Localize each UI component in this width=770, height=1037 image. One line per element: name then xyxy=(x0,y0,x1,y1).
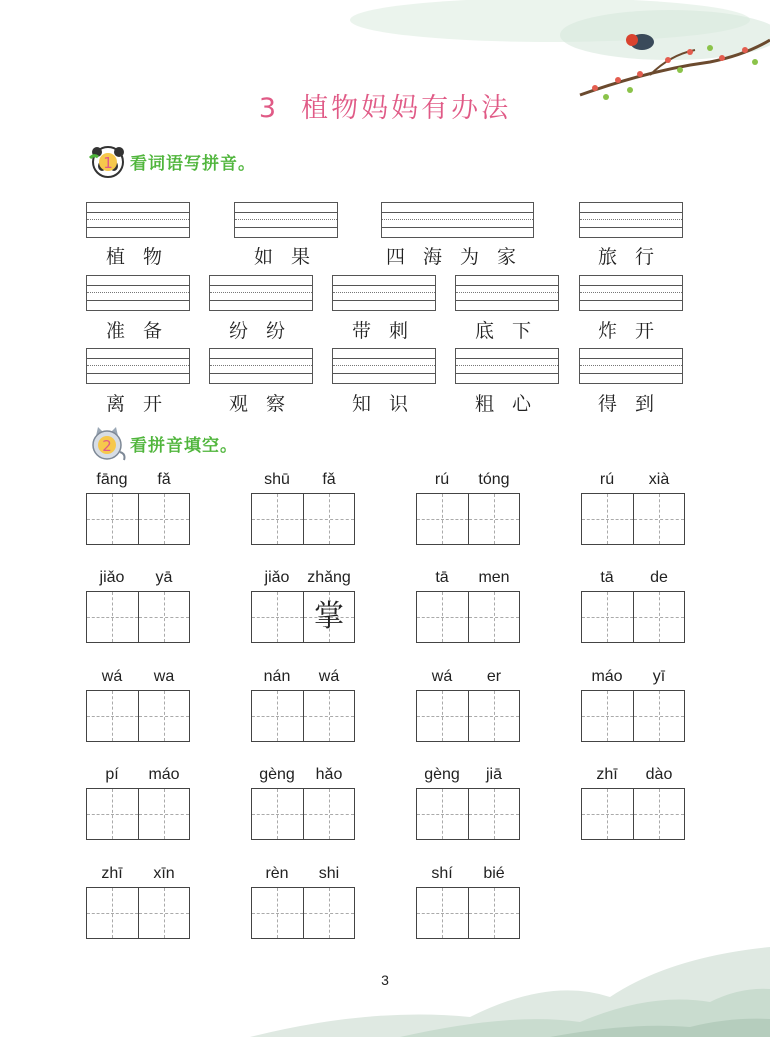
char-cell[interactable] xyxy=(252,691,303,741)
vocab-word: 带刺 xyxy=(352,320,427,342)
character-grid[interactable] xyxy=(86,591,190,643)
section-1-header xyxy=(88,142,256,180)
pinyin-prompt: rú xià xyxy=(599,471,670,488)
char-cell[interactable] xyxy=(87,888,138,938)
vocab-word: 粗心 xyxy=(475,393,550,415)
page-title xyxy=(0,86,770,125)
page-number: 3 xyxy=(381,972,389,988)
char-cell[interactable] xyxy=(582,494,633,544)
char-cell[interactable] xyxy=(468,789,519,839)
character-grid[interactable] xyxy=(251,591,355,643)
char-cell[interactable] xyxy=(417,592,468,642)
character-grid[interactable] xyxy=(581,493,685,545)
char-cell[interactable]: 掌 xyxy=(303,592,354,642)
pinyin-prompt: gèng hǎo xyxy=(259,766,343,783)
char-cell[interactable] xyxy=(417,494,468,544)
pinyin-prompt: rú tóng xyxy=(434,471,510,488)
char-cell[interactable] xyxy=(417,888,468,938)
vocab-word: 如果 xyxy=(254,246,329,268)
pinyin-prompt: gèng jiā xyxy=(424,766,502,783)
pinyin-input-box[interactable] xyxy=(579,348,683,384)
pinyin-input-box[interactable] xyxy=(86,202,190,238)
pinyin-prompt: fāng fǎ xyxy=(96,471,171,488)
character-grid[interactable] xyxy=(416,690,520,742)
section-2-header xyxy=(88,424,238,462)
pinyin-prompt: tā men xyxy=(435,569,510,586)
pinyin-prompt: zhī xīn xyxy=(101,865,175,882)
character-grid[interactable] xyxy=(86,788,190,840)
pinyin-prompt: jiǎo yā xyxy=(99,569,173,586)
character-grid[interactable] xyxy=(581,690,685,742)
vocab-word: 观察 xyxy=(229,393,304,415)
pinyin-input-box[interactable] xyxy=(86,275,190,311)
char-cell[interactable] xyxy=(582,789,633,839)
character-grid[interactable] xyxy=(581,591,685,643)
pinyin-input-box[interactable] xyxy=(455,348,559,384)
pinyin-prompt: shí bié xyxy=(431,865,505,882)
char-cell[interactable] xyxy=(87,691,138,741)
char-cell[interactable] xyxy=(303,888,354,938)
char-cell[interactable] xyxy=(468,888,519,938)
pinyin-prompt: rèn shi xyxy=(265,865,340,882)
character-grid[interactable] xyxy=(251,690,355,742)
char-cell[interactable] xyxy=(303,494,354,544)
char-cell[interactable] xyxy=(468,494,519,544)
character-grid[interactable] xyxy=(416,591,520,643)
pinyin-input-box[interactable] xyxy=(579,275,683,311)
vocab-word: 离开 xyxy=(106,393,181,415)
vocab-word: 知识 xyxy=(352,393,427,415)
vocab-word: 得到 xyxy=(598,393,673,415)
character-grid[interactable] xyxy=(86,690,190,742)
pinyin-input-box[interactable] xyxy=(86,348,190,384)
lesson-title: 植物妈妈有办法 xyxy=(301,93,512,124)
char-cell[interactable] xyxy=(633,691,684,741)
section-2-label: 看拼音填空。 xyxy=(130,435,238,456)
character-grid[interactable] xyxy=(416,887,520,939)
char-cell[interactable] xyxy=(303,691,354,741)
vocab-word: 旅行 xyxy=(598,246,673,268)
char-cell[interactable] xyxy=(468,691,519,741)
pinyin-prompt: wá er xyxy=(431,668,502,685)
char-cell[interactable] xyxy=(138,691,189,741)
character-grid[interactable] xyxy=(251,887,355,939)
char-cell[interactable] xyxy=(633,789,684,839)
char-cell[interactable] xyxy=(417,691,468,741)
char-cell[interactable] xyxy=(582,592,633,642)
char-cell[interactable] xyxy=(252,592,303,642)
section-1-label: 看词语写拼音。 xyxy=(130,153,256,174)
char-cell[interactable] xyxy=(303,789,354,839)
char-cell[interactable] xyxy=(87,592,138,642)
character-grid[interactable] xyxy=(416,493,520,545)
char-cell[interactable] xyxy=(582,691,633,741)
lesson-number: 3 xyxy=(258,93,280,124)
vocab-word: 四海为家 xyxy=(386,246,535,268)
pinyin-prompt: pí máo xyxy=(105,766,180,783)
char-cell[interactable] xyxy=(87,789,138,839)
char-cell[interactable] xyxy=(138,592,189,642)
character-grid[interactable] xyxy=(251,493,355,545)
cat-badge-icon xyxy=(88,424,126,462)
pinyin-input-box[interactable] xyxy=(579,202,683,238)
svg-text:1: 1 xyxy=(103,154,113,172)
pinyin-prompt: máo yī xyxy=(591,668,666,685)
character-grid[interactable] xyxy=(86,887,190,939)
pinyin-prompt: shū fǎ xyxy=(264,471,336,488)
pinyin-prompt: zhī dào xyxy=(596,766,673,783)
vocab-word: 准备 xyxy=(106,320,181,342)
pinyin-input-box[interactable] xyxy=(381,202,534,238)
vocab-word: 纷纷 xyxy=(229,320,304,342)
char-cell[interactable] xyxy=(417,789,468,839)
vocab-word: 炸开 xyxy=(598,320,673,342)
pinyin-input-box[interactable] xyxy=(455,275,559,311)
character-grid[interactable] xyxy=(86,493,190,545)
char-cell[interactable] xyxy=(138,494,189,544)
char-cell[interactable] xyxy=(468,592,519,642)
pinyin-prompt: tā de xyxy=(600,569,668,586)
char-cell[interactable] xyxy=(252,494,303,544)
vocab-word: 底下 xyxy=(475,320,550,342)
char-cell[interactable] xyxy=(87,494,138,544)
char-cell[interactable] xyxy=(138,789,189,839)
svg-text:2: 2 xyxy=(102,437,112,455)
pinyin-input-box[interactable] xyxy=(209,348,313,384)
character-grid[interactable] xyxy=(416,788,520,840)
panda-badge-icon xyxy=(88,142,126,180)
character-grid[interactable] xyxy=(581,788,685,840)
pinyin-prompt: wá wa xyxy=(101,668,175,685)
char-cell[interactable] xyxy=(138,888,189,938)
char-cell[interactable] xyxy=(252,789,303,839)
pinyin-input-box[interactable] xyxy=(332,275,436,311)
pinyin-prompt: jiǎo zhǎng xyxy=(264,569,351,586)
character-grid[interactable] xyxy=(251,788,355,840)
char-cell[interactable] xyxy=(252,888,303,938)
char-cell[interactable] xyxy=(633,494,684,544)
pinyin-input-box[interactable] xyxy=(209,275,313,311)
pinyin-input-box[interactable] xyxy=(234,202,338,238)
pinyin-input-box[interactable] xyxy=(332,348,436,384)
vocab-word: 植物 xyxy=(106,246,181,268)
pinyin-prompt: nán wá xyxy=(263,668,340,685)
char-cell[interactable] xyxy=(633,592,684,642)
